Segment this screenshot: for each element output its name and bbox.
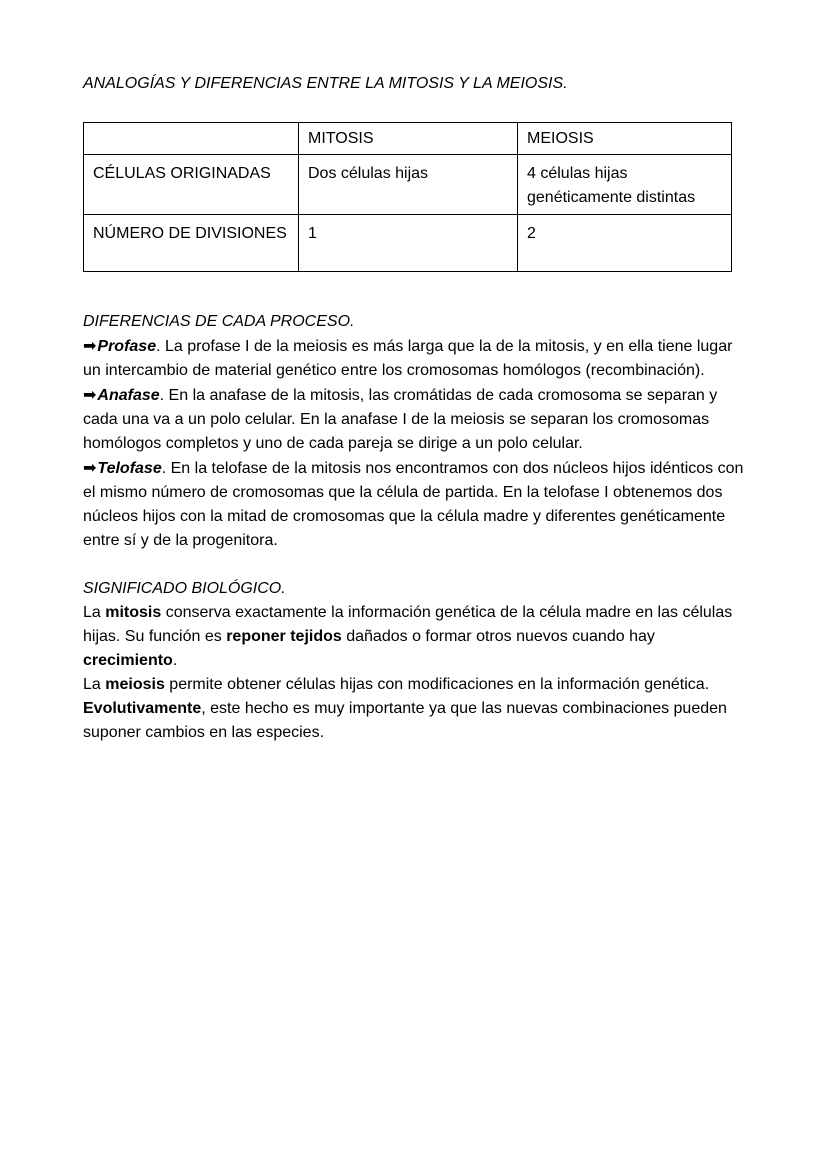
table-header-meiosis: MEIOSIS [518,123,732,155]
meiosis-cell: 4 células hijas genéticamente distintas [518,155,732,215]
paragraph-run: La [83,604,106,621]
row-label-cell: NÚMERO DE DIVISIONES [84,215,299,272]
row-label-cell: CÉLULAS ORIGINADAS [84,155,299,215]
mitosis-cell: Dos células hijas [299,155,518,215]
table-row-celulas-originadas [84,155,732,215]
paragraph-run-bold: reponer tejidos [226,628,342,645]
table-header-row [84,123,732,155]
paragraph-run-bold: Evolutivamente [83,700,202,717]
bullet-text: . La profase I de la meiosis es más larga que la de la mitosis, y en ella tiene lugar un intercambio de material genético entre los cromosomas homólogos (recombinación). [83,338,733,379]
arrow-bullet-icon: ➡ [83,385,97,404]
paragraph-run-bold: crecimiento [83,652,173,669]
paragraph-run: , este hecho es muy importante ya que las nuevas combinaciones pueden suponer cambios en las especies. [83,700,727,741]
document-title: ANALOGÍAS Y DIFERENCIAS ENTRE LA MITOSIS Y LA MEIOSIS. [83,75,568,92]
paragraph-run-bold: mitosis [105,604,162,621]
significado-section [83,577,745,745]
mitosis-cell: 1 [299,215,518,272]
paragraph-mitosis [83,601,745,673]
diferencias-section [83,310,745,553]
arrow-bullet-icon: ➡ [83,336,97,355]
table-header-mitosis: MITOSIS [299,123,518,155]
bullet-item-telofase [83,456,745,553]
bullet-term: Anafase [97,387,160,404]
bullet-text: . En la telofase de la mitosis nos encontramos con dos núcleos hijos idénticos con el mismo número de cromosomas que la célula de partida. En la telofase I obtenemos dos núcleos hijos con la mitad de cromosomas que la célula madre y diferentes genéticamente entre sí y de la progenitora. [83,460,744,549]
bullet-term: Profase [97,338,157,355]
paragraph-meiosis [83,673,745,745]
section-heading-significado: SIGNIFICADO BIOLÓGICO. [83,580,286,597]
paragraph-run: La [83,676,106,693]
bullet-text: . En la anafase de la mitosis, las cromátidas de cada cromosoma se separan y cada una va a un polo celular. En la anafase I de la meiosis se separan los cromosomas homólogos completos y uno de cada pareja se dirige a un polo celular. [83,387,718,452]
meiosis-cell: 2 [518,215,732,272]
table-header-empty [84,123,299,155]
section-heading-diferencias: DIFERENCIAS DE CADA PROCESO. [83,313,355,330]
bullet-item-profase [83,334,745,383]
bullet-term: Telofase [97,460,162,477]
paragraph-run: dañados o formar otros nuevos cuando hay [341,628,655,645]
paragraph-run-bold: meiosis [105,676,165,693]
paragraph-run: permite obtener células hijas con modificaciones en la información genética. [164,676,710,693]
paragraph-run: . [172,652,178,669]
comparison-table [83,122,732,272]
table-row-numero-divisiones [84,215,732,272]
paragraph-run: conserva exactamente la información genética de la célula madre en las células hijas. Su función es [83,604,733,645]
bullet-item-anafase [83,383,745,456]
arrow-bullet-icon: ➡ [83,458,97,477]
